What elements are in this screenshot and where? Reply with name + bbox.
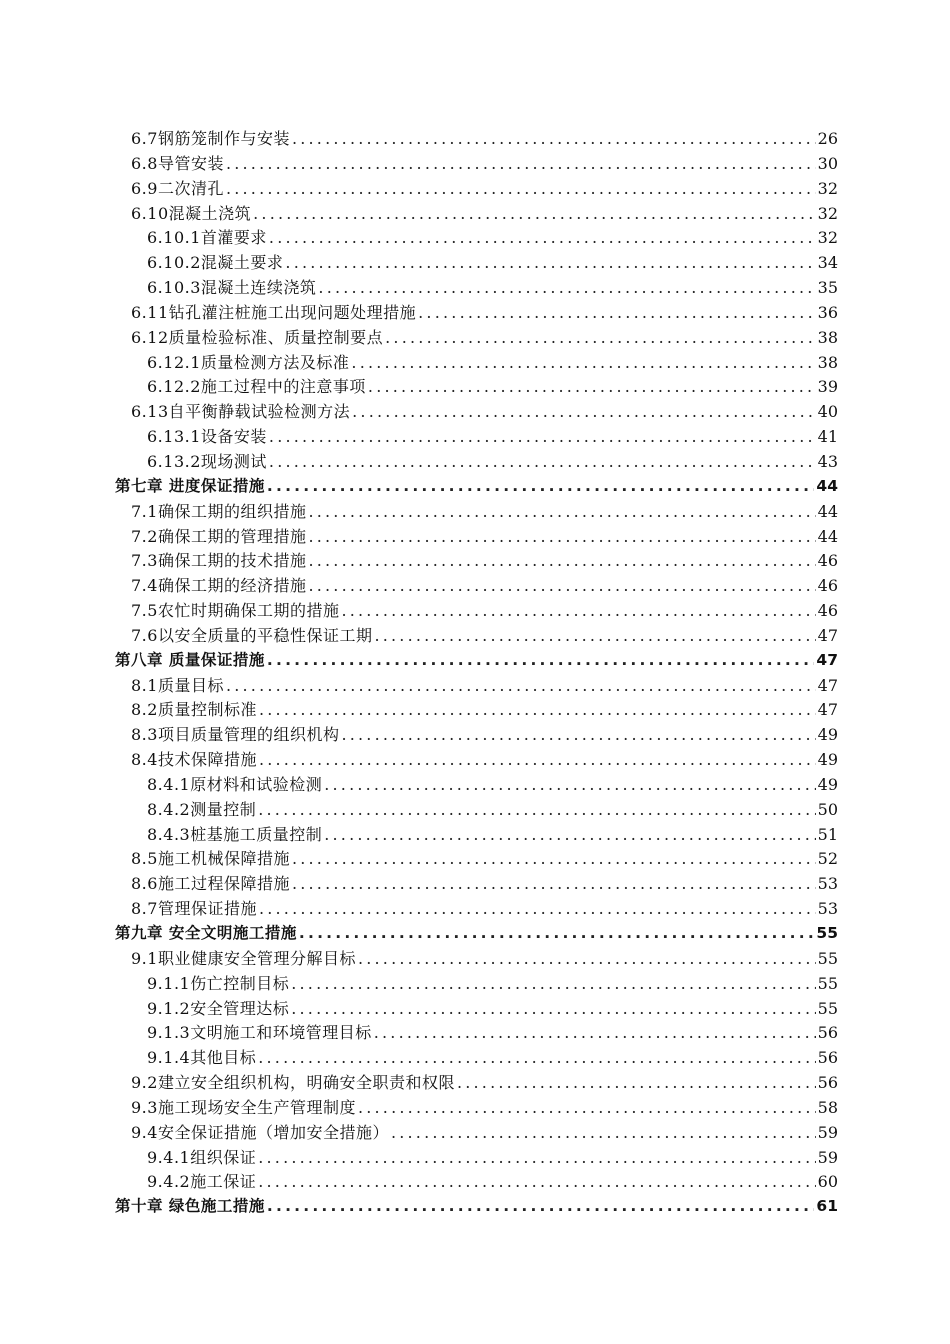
toc-page-number: 41	[817, 427, 838, 447]
toc-entry[interactable]	[115, 598, 838, 623]
toc-entry[interactable]	[115, 846, 838, 871]
toc-entry[interactable]	[115, 772, 838, 797]
toc-entry[interactable]	[115, 374, 838, 399]
toc-entry-label: 7.1确保工期的组织措施	[131, 501, 307, 521]
toc-entry[interactable]	[115, 797, 838, 822]
toc-page-number: 32	[817, 178, 838, 198]
toc-dot-leader	[259, 899, 816, 918]
toc-page-number: 49	[817, 725, 838, 745]
toc-entry-label: 第十章 绿色施工措施	[115, 1197, 265, 1216]
toc-entry[interactable]	[115, 971, 838, 996]
toc-dot-leader	[226, 676, 816, 695]
toc-page-number: 56	[817, 1023, 838, 1043]
toc-page-number: 38	[817, 352, 838, 372]
toc-entry[interactable]	[115, 1020, 838, 1045]
toc-page-number: 59	[817, 1147, 838, 1167]
toc-entry-label: 8.4.1原材料和试验检测	[147, 774, 323, 794]
toc-entry[interactable]	[115, 225, 838, 250]
toc-entry[interactable]	[115, 1145, 838, 1170]
toc-page-number: 38	[817, 327, 838, 347]
toc-entry[interactable]	[115, 871, 838, 896]
toc-dot-leader	[292, 129, 816, 148]
toc-page-number: 49	[817, 750, 838, 770]
toc-page-number: 46	[817, 601, 838, 621]
toc-entry[interactable]	[115, 896, 838, 921]
toc-entry-label: 6.10混凝土浇筑	[131, 203, 252, 223]
toc-page-number: 46	[817, 551, 838, 571]
toc-entry-label: 8.5施工机械保障措施	[131, 849, 290, 869]
toc-entry[interactable]	[115, 1169, 838, 1194]
toc-page-number: 32	[817, 228, 838, 248]
toc-dot-leader	[308, 576, 815, 595]
toc-page-number: 39	[817, 377, 838, 397]
toc-entry[interactable]	[115, 1070, 838, 1095]
toc-dot-leader	[352, 402, 816, 421]
toc-dot-leader	[253, 204, 816, 223]
toc-dot-leader	[267, 477, 815, 495]
toc-entry-label: 7.4确保工期的经济措施	[131, 576, 307, 596]
toc-dot-leader	[269, 452, 816, 471]
toc-entry-label: 6.10.2混凝土要求	[147, 253, 284, 273]
toc-page-number: 55	[817, 948, 838, 968]
toc-entry[interactable]	[115, 697, 838, 722]
toc-entry-label: 9.1职业健康安全管理分解目标	[131, 948, 356, 968]
toc-entry-label: 6.12质量检验标准、质量控制要点	[131, 327, 384, 347]
toc-entry[interactable]	[115, 399, 838, 424]
toc-entry[interactable]	[115, 722, 838, 747]
toc-dot-leader	[358, 1098, 816, 1117]
toc-entry-label: 7.2确保工期的管理措施	[131, 526, 307, 546]
toc-entry-label: 第七章 进度保证措施	[115, 476, 265, 495]
toc-dot-leader	[391, 1123, 816, 1142]
toc-entry-label: 9.1.3文明施工和环境管理目标	[147, 1023, 372, 1043]
toc-entry[interactable]	[115, 250, 838, 275]
toc-entry-label: 6.9二次清孔	[131, 178, 224, 198]
toc-dot-leader	[258, 1048, 815, 1067]
toc-chapter-entry[interactable]	[115, 1194, 838, 1219]
toc-entry-label: 8.6施工过程保障措施	[131, 874, 290, 894]
toc-dot-leader	[351, 353, 815, 372]
toc-page-number: 47	[816, 650, 838, 669]
toc-page-number: 50	[817, 799, 838, 819]
toc-chapter-entry[interactable]	[115, 648, 838, 673]
toc-entry-label: 6.13.2现场测试	[147, 451, 267, 471]
toc-dot-leader	[267, 1197, 815, 1215]
toc-entry[interactable]	[115, 623, 838, 648]
toc-dot-leader	[269, 228, 816, 247]
toc-entry[interactable]	[115, 524, 838, 549]
toc-dot-leader	[258, 1172, 815, 1191]
toc-entry[interactable]	[115, 996, 838, 1021]
toc-page-number: 36	[817, 302, 838, 322]
toc-entry-label: 9.1.1伤亡控制目标	[147, 973, 290, 993]
toc-entry[interactable]	[115, 424, 838, 449]
toc-page-number: 56	[817, 1048, 838, 1068]
toc-page-number: 43	[817, 451, 838, 471]
toc-entry-label: 第八章 质量保证措施	[115, 650, 265, 669]
toc-dot-leader	[457, 1073, 816, 1092]
toc-dot-leader	[308, 502, 815, 521]
toc-dot-leader	[292, 849, 816, 868]
toc-page-number: 61	[816, 1197, 838, 1216]
toc-entry-label: 第九章 安全文明施工措施	[115, 924, 297, 942]
toc-page-number: 44	[817, 526, 838, 546]
toc-dot-leader	[259, 700, 816, 719]
toc-dot-leader	[291, 974, 815, 993]
toc-dot-leader	[418, 303, 816, 322]
toc-entry-label: 7.3确保工期的技术措施	[131, 551, 307, 571]
toc-page-number: 40	[817, 402, 838, 422]
toc-chapter-entry[interactable]	[115, 921, 838, 946]
toc-entry-label: 8.2质量控制标准	[131, 700, 257, 720]
toc-entry-label: 9.1.4其他目标	[147, 1048, 257, 1068]
toc-entry-label: 8.4技术保障措施	[131, 750, 257, 770]
toc-entry-label: 8.1质量目标	[131, 675, 224, 695]
table-of-contents	[115, 126, 838, 1219]
toc-dot-leader	[258, 1148, 815, 1167]
toc-page-number: 47	[817, 625, 838, 645]
toc-dot-leader	[385, 328, 816, 347]
toc-chapter-entry[interactable]	[115, 474, 838, 499]
toc-entry-label: 6.10.3混凝土连续浇筑	[147, 278, 317, 298]
toc-dot-leader	[341, 601, 815, 620]
toc-dot-leader	[324, 825, 815, 844]
toc-entry-label: 7.5农忙时期确保工期的措施	[131, 601, 340, 621]
toc-page-number: 60	[817, 1172, 838, 1192]
toc-dot-leader	[291, 999, 815, 1018]
toc-page-number: 30	[817, 153, 838, 173]
toc-dot-leader	[324, 775, 815, 794]
toc-entry[interactable]	[115, 325, 838, 350]
toc-page-number: 34	[817, 253, 838, 273]
toc-page-number: 58	[817, 1097, 838, 1117]
toc-entry-label: 9.3施工现场安全生产管理制度	[131, 1097, 356, 1117]
toc-dot-leader	[299, 924, 815, 942]
toc-entry-label: 8.3项目质量管理的组织机构	[131, 725, 340, 745]
toc-page-number: 55	[817, 998, 838, 1018]
toc-entry-label: 9.4.1组织保证	[147, 1147, 257, 1167]
toc-dot-leader	[226, 179, 816, 198]
toc-entry-label: 8.4.2测量控制	[147, 799, 257, 819]
toc-entry[interactable]	[115, 573, 838, 598]
toc-page-number: 44	[817, 501, 838, 521]
toc-page-number: 46	[817, 576, 838, 596]
toc-page-number: 55	[817, 973, 838, 993]
toc-entry[interactable]	[115, 673, 838, 698]
toc-dot-leader	[374, 1023, 816, 1042]
toc-entry[interactable]	[115, 126, 838, 151]
toc-entry[interactable]	[115, 1095, 838, 1120]
toc-entry-label: 6.13.1设备安装	[147, 427, 267, 447]
toc-dot-leader	[318, 278, 815, 297]
toc-entry[interactable]	[115, 499, 838, 524]
toc-entry-label: 6.11钻孔灌注桩施工出现问题处理措施	[131, 302, 417, 322]
toc-entry[interactable]	[115, 151, 838, 176]
toc-entry[interactable]	[115, 275, 838, 300]
toc-entry[interactable]	[115, 1045, 838, 1070]
toc-page-number: 53	[817, 899, 838, 919]
toc-dot-leader	[258, 800, 815, 819]
toc-entry[interactable]	[115, 1120, 838, 1145]
toc-entry-label: 9.4.2施工保证	[147, 1172, 257, 1192]
toc-entry-label: 6.12.1质量检测方法及标准	[147, 352, 350, 372]
toc-page-number: 47	[817, 675, 838, 695]
toc-entry[interactable]	[115, 747, 838, 772]
toc-dot-leader	[368, 377, 816, 396]
toc-page-number: 35	[817, 278, 838, 298]
toc-entry[interactable]	[115, 350, 838, 375]
toc-page-number: 52	[817, 849, 838, 869]
toc-entry-label: 6.8导管安装	[131, 153, 224, 173]
toc-entry-label: 6.7钢筋笼制作与安装	[131, 129, 290, 148]
toc-entry[interactable]	[115, 548, 838, 573]
toc-page-number: 44	[816, 476, 838, 495]
toc-dot-leader	[259, 750, 816, 769]
toc-entry[interactable]	[115, 946, 838, 971]
toc-dot-leader	[358, 949, 816, 968]
toc-entry-label: 9.2建立安全组织机构，明确安全职责和权限	[131, 1073, 455, 1093]
toc-page-number: 26	[817, 129, 838, 148]
toc-page-number: 53	[817, 874, 838, 894]
toc-page-number: 56	[817, 1073, 838, 1093]
toc-dot-leader	[267, 651, 815, 669]
toc-page-number: 47	[817, 700, 838, 720]
toc-dot-leader	[341, 725, 815, 744]
toc-page-number: 49	[817, 774, 838, 794]
toc-entry-label: 6.13自平衡静载试验检测方法	[131, 402, 351, 422]
toc-entry-label: 9.4安全保证措施（增加安全措施）	[131, 1122, 389, 1142]
toc-dot-leader	[308, 551, 815, 570]
toc-dot-leader	[285, 253, 815, 272]
toc-dot-leader	[292, 874, 816, 893]
toc-page-number: 51	[817, 824, 838, 844]
toc-dot-leader	[269, 427, 816, 446]
toc-dot-leader	[308, 527, 815, 546]
toc-entry-label: 6.10.1首灌要求	[147, 228, 267, 248]
toc-entry-label: 9.1.2安全管理达标	[147, 998, 290, 1018]
toc-entry[interactable]	[115, 201, 838, 226]
toc-entry-label: 8.7管理保证措施	[131, 899, 257, 919]
toc-dot-leader	[374, 626, 815, 645]
toc-entry[interactable]	[115, 300, 838, 325]
toc-entry-label: 7.6以安全质量的平稳性保证工期	[131, 625, 373, 645]
toc-entry[interactable]	[115, 822, 838, 847]
toc-page-number: 55	[816, 924, 838, 942]
toc-page-number: 59	[817, 1122, 838, 1142]
toc-dot-leader	[226, 154, 816, 173]
toc-entry-label: 6.12.2施工过程中的注意事项	[147, 377, 366, 397]
toc-page-number: 32	[817, 203, 838, 223]
toc-entry-label: 8.4.3桩基施工质量控制	[147, 824, 323, 844]
toc-entry[interactable]	[115, 449, 838, 474]
toc-entry[interactable]	[115, 176, 838, 201]
